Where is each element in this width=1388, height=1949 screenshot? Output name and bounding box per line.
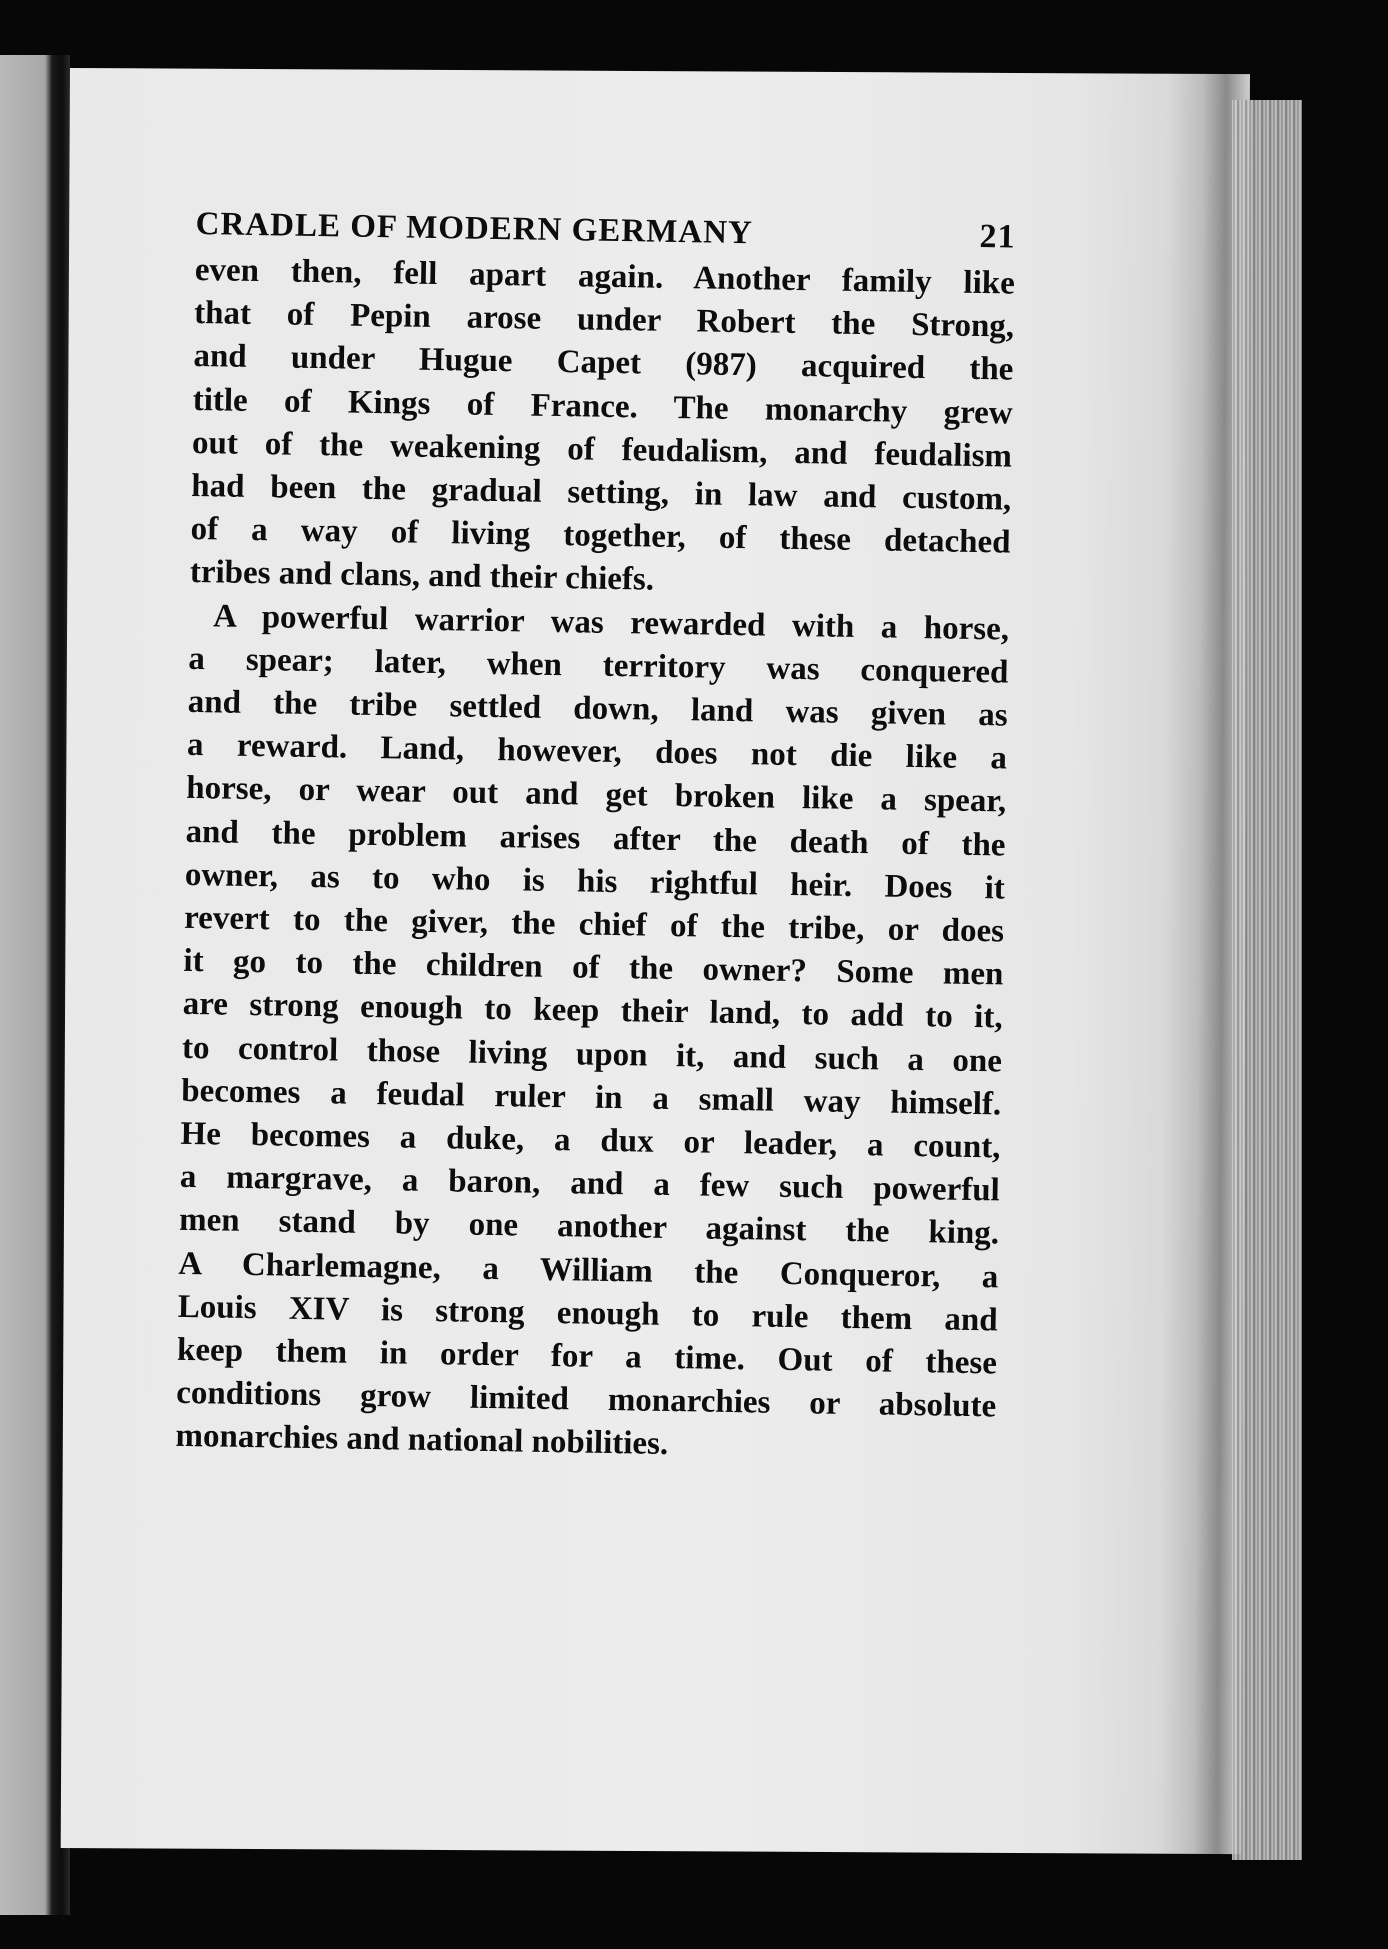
text-line: owner, as to who is his rightful heir. Does it [184,856,1006,907]
text-line: keep them in order for a time. Out of these [176,1331,998,1382]
text-line: men stand by one another against the king. [178,1202,1000,1252]
page-edges [1232,100,1302,1860]
text-line: and the problem arises after the death of the [185,813,1006,864]
body-text [175,249,1015,1472]
text-line: that of Pepin arose under Robert the Strong, [193,295,1015,345]
text-line: even then, fell apart again. Another family like [194,251,1016,302]
text-line: title of Kings of France. The monarchy grew [192,381,1013,432]
running-head: CRADLE OF MODERN GERMANY [195,205,754,252]
text-line: conditions grow limited monarchies or absolute [176,1375,997,1425]
text-line: and the tribe settled down, land was given as [187,683,1008,734]
paragraph-1 [190,249,1016,608]
text-line: A Charlemagne, a William the Conqueror, a [178,1245,999,1296]
text-line: and under Hugue Capet (987) acquired the [193,338,1014,388]
text-line: monarchies and national nobilities. [175,1418,669,1463]
page-number: 21 [979,217,1016,256]
text-line: are strong enough to keep their land, to add to it, [182,986,1003,1036]
text-line: Louis XIV is strong enough to rule them and [177,1288,998,1339]
text-line: He becomes a duke, a dux or leader, a count, [180,1115,1001,1166]
facing-page-edge [0,55,70,1915]
text-line: it go to the children of the owner? Some men [183,943,1004,993]
text-line: tribes and clans, and their chiefs. [189,554,655,599]
paragraph-2 [175,595,1009,1473]
text-line: a margrave, a baron, and a few such powerful [179,1159,1001,1209]
text-line: of a way of living together, of these detached [190,511,1011,561]
text-line: horse, or wear out and get broken like a spear, [186,770,1007,820]
text-line: a spear; later, when territory was conquered [188,640,1009,691]
text-line: revert to the giver, the chief of the tribe, or does [183,899,1005,950]
text-line: out of the weakening of feudalism, and feudalism [191,424,1013,475]
text-line: to control those living upon it, and such a one [181,1029,1003,1080]
text-line: becomes a feudal ruler in a small way himself. [181,1072,1002,1123]
text-line: A powerful warrior was rewarded with a horse, [212,597,1010,648]
text-line: had been the gradual setting, in law and custom, [191,467,1012,518]
page-content [175,205,1016,1472]
text-line: a reward. Land, however, does not die like a [186,727,1008,777]
